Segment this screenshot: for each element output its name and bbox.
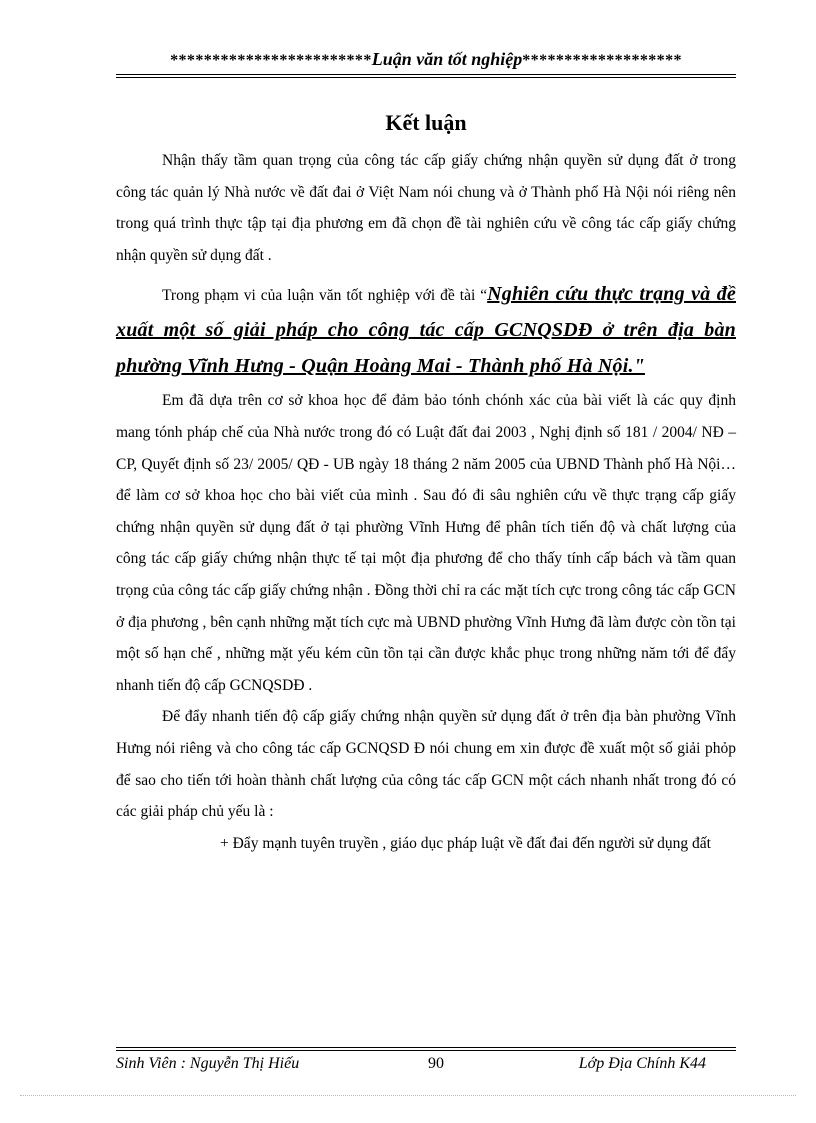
footer-student-name: Sinh Viên : Nguyễn Thị Hiếu [116,1055,300,1072]
header-double-rule [116,74,736,78]
paragraph-1: Nhận thấy tầm quan trọng của công tác cấp giấy chứng nhận quyền sử dụng đất ở trong công tác quản lý Nhà nước về đất đai ở Việt Nam nói chung và ở Thành phố Hà Nội nói riêng nên trong quá trình thực tập tại địa phương em đã chọn đề tài nghiên cứu về công tác cấp giấy chứng nhận quyền sử dụng đất . [116,152,736,264]
header-stars-left: ************************ [170,52,372,69]
header-stars-right: ******************* [522,52,682,69]
footer-class-name: Lớp Địa Chính K44 [578,1055,706,1072]
document-body [116,145,736,859]
bullet-item-1: + Đẩy mạnh tuyên truyền , giáo dục pháp luật về đất đai đến người sử dụng đất [220,834,711,852]
paragraph-2 [116,277,736,385]
section-heading: Kết luận [385,110,467,135]
paragraph-4: Để đẩy nhanh tiến độ cấp giấy chứng nhận quyền sử dụng đất ở trên địa bàn phường Vĩnh Hưng nói riêng và cho công tác cấp GCNQSD Đ nói chung em xin được đề xuất một số giải phỏp để sao cho tiến tới hoàn thành chất lượng của công tác cấp GCN một cách nhanh nhất trong đó có các giải pháp chủ yếu là : [116,708,736,821]
page-bottom-dotted-divider [20,1095,796,1096]
header-title: Luận văn tốt nghiệp [371,49,523,69]
page-footer [116,1055,736,1077]
footer-double-rule [116,1047,736,1051]
footer-page-number: 90 [428,1055,444,1072]
thesis-topic-title: Nghiên cứu thực trạng và đề xuất một số giải pháp cho công tác cấp GCNQSDĐ ở trên địa bàn phường Vĩnh Hưng - Quận Hoàng Mai - Thành phố Hà Nội." [116,283,736,378]
page-header [116,48,736,72]
paragraph-3: Em đã dựa trên cơ sở khoa học để đảm bảo tónh chónh xác của bài viết là các quy định mang tónh pháp chế của Nhà nước trong đó có Luật đất đai 2003 , Nghị định số 181 / 2004/ NĐ – CP, Quyết định số 23/ 2005/ QĐ - UB ngày 18 tháng 2 năm 2005 của UBND Thành phố Hà Nội… để làm cơ sở khoa học cho bài viết của mình . Sau đó đi sâu nghiên cứu về thực trạng cấp giấy chứng nhận quyền sử dụng đất ở tại phường Vĩnh Hưng để phân tích tiến độ và chất lượng của công tác cấp giấy chứng nhận thực tế tại một địa phương để cho thấy tính cấp bách và tầm quan trọng của công tác cấp giấy chứng nhận . Đồng thời chỉ ra các mặt tích cực trong công tác cấp GCN ở địa phương , bên cạnh những mặt tích cực mà UBND phường Vĩnh Hưng đã làm được còn tồn tại một số hạn chế , những mặt yếu kém cũn tồn tại cần được khắc phục trong những năm tới để đẩy nhanh tiến độ cấp GCNQSDĐ . [116,392,736,694]
paragraph-2-intro: Trong phạm vi của luận văn tốt nghiệp với đề tài “ [162,287,488,305]
